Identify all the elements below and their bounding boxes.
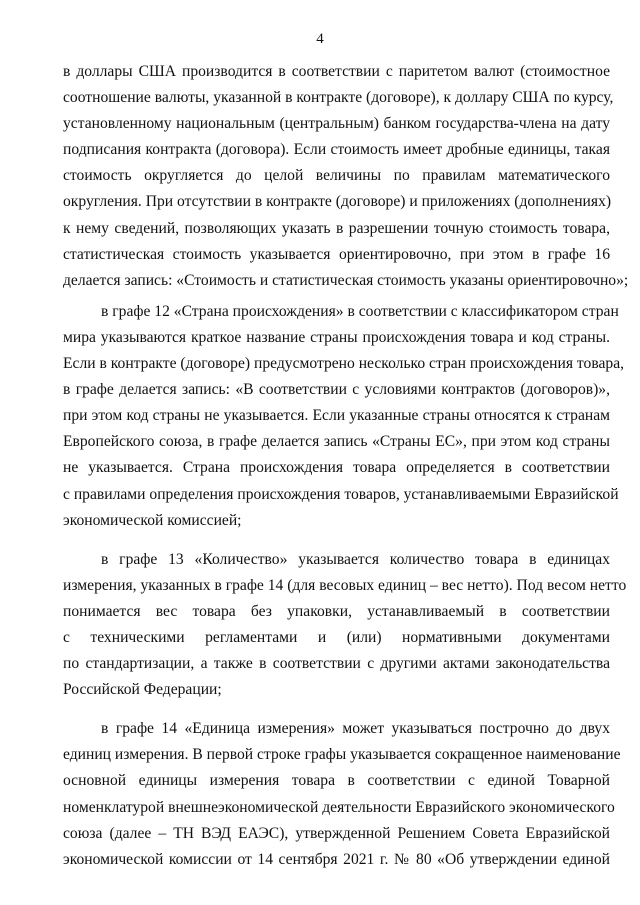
text-line: измерения, указанных в графе 14 (для весовых единиц – вес нетто). Под весом нетто [63, 576, 627, 594]
text-line: Европейского союза, в графе делается запись «Страны ЕС», при этом код страны [63, 433, 610, 451]
text-line: экономической комиссии от 14 сентября 2021 г. № 80 «Об утверждении единой [63, 850, 610, 868]
page-number: 4 [316, 31, 324, 47]
text-line: не указывается. Страна происхождения товара определяется в соответствии [63, 459, 610, 477]
text-line: с техническими регламентами и (или) нормативными документами [63, 628, 610, 646]
text-line: в доллары США производится в соответствии с паритетом валют (стоимостное [63, 63, 610, 80]
text-line: Если в контракте (договоре) предусмотрено несколько стран происхождения товара, [63, 355, 625, 373]
text-line: подписания контракта (договора). Если стоимость имеет дробные единицы, такая [63, 141, 610, 159]
text-line: союза (далее – ТН ВЭД ЕАЭС), утвержденной Решением Совета Евразийской [63, 824, 610, 842]
text-line: делается запись: «Стоимость и статистическая стоимость указаны ориентировочно»; [63, 271, 629, 289]
paragraph [63, 299, 625, 534]
text-line: понимается вес товара без упаковки, устанавливаемый в соответствии [63, 602, 610, 620]
text-line: стоимость округляется до целой величины по правилам математического [63, 167, 610, 185]
paragraph [63, 59, 629, 294]
text-line: в графе 13 «Количество» указывается количество товара в единицах [101, 550, 610, 568]
text-line: единиц измерения. В первой строке графы указывается сокращенное наименование [63, 746, 621, 764]
text-line: в графе делается запись: «В соответствии с условиями контрактов (договоров)», [63, 381, 610, 399]
text-line: экономической комиссией; [63, 511, 242, 529]
text-line: в графе 12 «Страна происхождения» в соответствии с классификатором стран [101, 302, 619, 320]
text-line: при этом код страны не указывается. Если указанные страны относятся к странам [63, 407, 610, 425]
text-line: к нему сведений, позволяющих указать в разрешении точную стоимость товара, [63, 219, 610, 237]
text-line: установленному национальным (центральным) банком государства-члена на дату [63, 115, 610, 133]
text-line: в графе 14 «Единица измерения» может указываться построчно до двух [101, 720, 610, 738]
document-body [63, 59, 629, 873]
text-line: номенклатурой внешнеэкономической деятельности Евразийского экономического [63, 798, 615, 816]
text-line: соотношение валюты, указанной в контракте (договоре), к доллару США по курсу, [63, 89, 614, 107]
text-line: основной единицы измерения товара в соответствии с единой Товарной [63, 772, 610, 790]
text-line: округления. При отсутствии в контракте (договоре) и приложениях (дополнениях) [63, 193, 612, 211]
text-line: Российской Федерации; [63, 681, 222, 699]
paragraph [63, 547, 627, 704]
paragraph [63, 716, 621, 873]
text-line: мира указываются краткое название страны происхождения товара и код страны. [63, 328, 610, 346]
text-line: статистическая стоимость указывается ориентировочно, при этом в графе 16 [63, 245, 610, 263]
text-line: с правилами определения происхождения товаров, устанавливаемыми Евразийской [63, 485, 619, 503]
text-line: по стандартизации, а также в соответствии с другими актами законодательства [63, 655, 610, 673]
